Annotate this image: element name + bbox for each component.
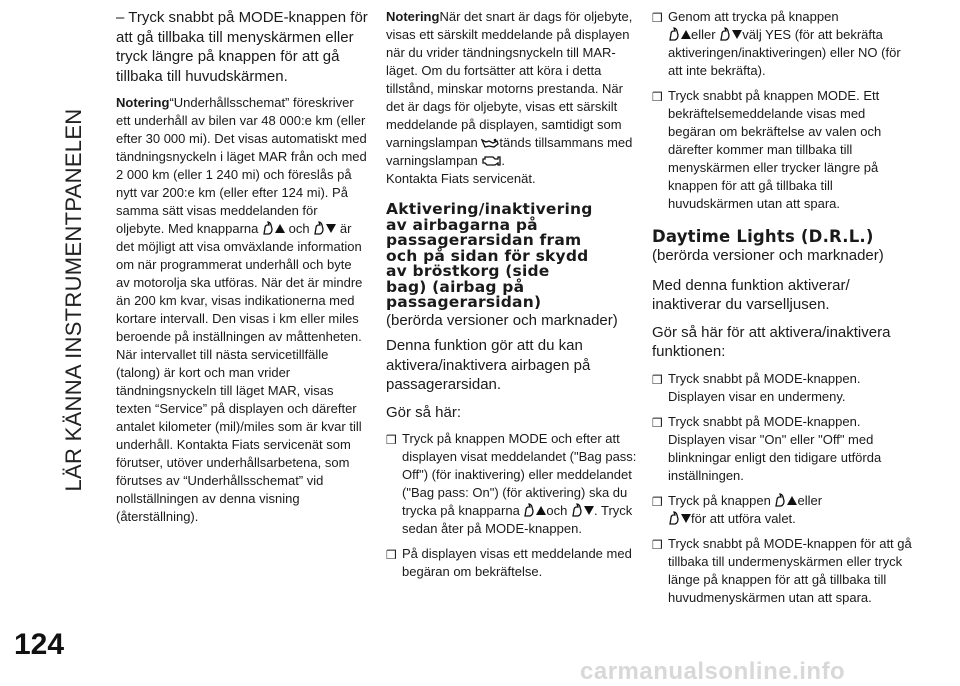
checkbox-bullet-icon: ❒: [652, 494, 663, 509]
drl-lead: Med denna funktion aktiverar/ inaktiverar du varselljusen.: [652, 276, 850, 313]
checkbox-bullet-icon: ❒: [652, 90, 663, 104]
column-3: [652, 8, 914, 614]
drl-heading: Daytime Lights (D.R.L.): [652, 227, 874, 246]
checkbox-bullet-icon: ❒: [652, 537, 663, 552]
drl-lead-2: Gör så här för att aktivera/inaktivera funktionen:: [652, 323, 891, 360]
airbag-subheading: (berörda versioner och marknader): [386, 311, 618, 329]
oil-note-paragraph: NoteringNär det snart är dags för oljebyte, visas ett särskilt meddelande på displayen när du vrider tändningsnyckeln till MAR-läget. Om du fortsätter att köra i detta tillstånd, minskar motorns prestanda. När det är dags för oljebyte, visas ett särskilt meddelande på displayen, samtidigt som varningslampan tänds tillsammans med varningslampan . Kontakta Fiats servicenät.: [386, 9, 633, 186]
list-item: ❒ Tryck snabbt på knappen MODE. Ett bekräftelsemeddelande visas med begäran om bekräftelse av valen och därefter kommer man tillbaka till menyskärmen eller trycker längre på knappen för att gå tillbaka till huvudskärmen utan att spara.: [652, 88, 882, 211]
service-wrench-icon: [481, 135, 499, 150]
checkbox-bullet-icon: ❒: [652, 372, 663, 387]
list-item: ❒ På displayen visas ett meddelande med begäran om bekräftelse.: [386, 546, 632, 579]
checkbox-bullet-icon: ❒: [386, 548, 397, 562]
column-2: [386, 8, 638, 588]
drl-subheading: (berörda versioner och marknader): [652, 247, 884, 264]
list-item: ❒ Tryck på knappen MODE och efter att displayen visat meddelandet ("Bag pass: Off") (för inaktivering) eller meddelandet ("Bag pass: On") (för aktivering) ska du trycka på knapparna och . Tryck sedan åter på MODE-knappen.: [386, 431, 637, 536]
note-label: Notering: [116, 95, 170, 110]
list-item: ❒ Tryck på knappen eller för att utföra valet.: [652, 492, 823, 526]
press-down-icon: [719, 27, 742, 42]
press-down-icon: [668, 511, 691, 526]
press-up-icon: [668, 27, 691, 42]
list-item: ❒ Genom att trycka på knappen eller välj YES (för att bekräfta aktiveringen/inaktiveringen) eller NO (för att inte bekräfta).: [652, 9, 901, 78]
side-section-title: LÄR KÄNNA INSTRUMENTPANELEN: [61, 108, 86, 492]
note-label: Notering: [386, 9, 440, 24]
watermark: carmanualsonline.info: [580, 658, 846, 685]
list-item: ❒ Tryck snabbt på MODE-knappen. Displayen visar en undermeny.: [652, 370, 861, 404]
checkbox-bullet-icon: ❒: [652, 415, 663, 430]
list-item: ❒ Tryck snabbt på MODE-knappen för att gå tillbaka till undermenyskärmen eller tryck länge på knappen för att gå tillbaka till huvudmenyskärmen utan att spara.: [652, 535, 912, 605]
press-up-icon: [262, 221, 285, 236]
column-1: [116, 8, 368, 534]
checkbox-bullet-icon: ❒: [652, 11, 663, 25]
press-down-icon: [313, 221, 336, 236]
intro-paragraph: – Tryck snabbt på MODE-knappen för att gå tillbaka till menyskärmen eller tryck längre på knappen för att gå tillbaka till huvudskärmen.: [116, 9, 368, 85]
airbag-lead-2: Gör så här:: [386, 403, 462, 421]
page-number: 124: [14, 628, 65, 661]
engine-warning-icon: [481, 153, 501, 168]
airbag-heading: Aktivering/inaktivering av airbagarna på passagerarsidan fram och på sidan för skydd av bröstkorg (side bag) (airbag på passagerarsidan): [386, 200, 593, 311]
press-up-icon: [523, 503, 546, 518]
press-up-icon: [774, 493, 797, 508]
press-down-icon: [571, 503, 594, 518]
airbag-lead: Denna funktion gör att du kan aktivera/inaktivera airbagen på passagerarsidan.: [386, 337, 591, 393]
note-paragraph: Notering“Underhållsschemat” föreskriver ett underhåll av bilen var 48 000:e km (eller efter 30 000 mi). Det visas automatiskt med tändningsnyckeln i läget MAR från och med 2 000 km (eller 1 240 mi) och föreslås på nytt var 200:e km (eller efter 124 mi). På samma sätt visas meddelanden för oljebyte. Med knapparna och är det möjligt att visa omväxlande information om när programmerat underhåll och byte av motorolja ska utföras. När det är mindre än 200 km kvar, visas indikationerna med kortare intervall. Den visas i km eller miles beroende på inställningen av måttenheten. När intervallet till nästa servicetillfälle (talong) är kort och man vrider tändningsnyckeln till läget MAR, visas texten “Service” på displayen och därefter antalet kilometer (mil)/miles som är kvar till underhåll. Kontakta Fiats servicenät som förutser, utöver underhållsarbetena, som förutses av “Underhållsschemat” vid nollställningen av denna visning (återställning).: [116, 95, 367, 524]
list-item: ❒ Tryck snabbt på MODE-knappen. Displayen visar "On" eller "Off" med blinkningar enligt den tidigare utförda inställningen.: [652, 413, 882, 483]
checkbox-bullet-icon: ❒: [386, 433, 397, 447]
